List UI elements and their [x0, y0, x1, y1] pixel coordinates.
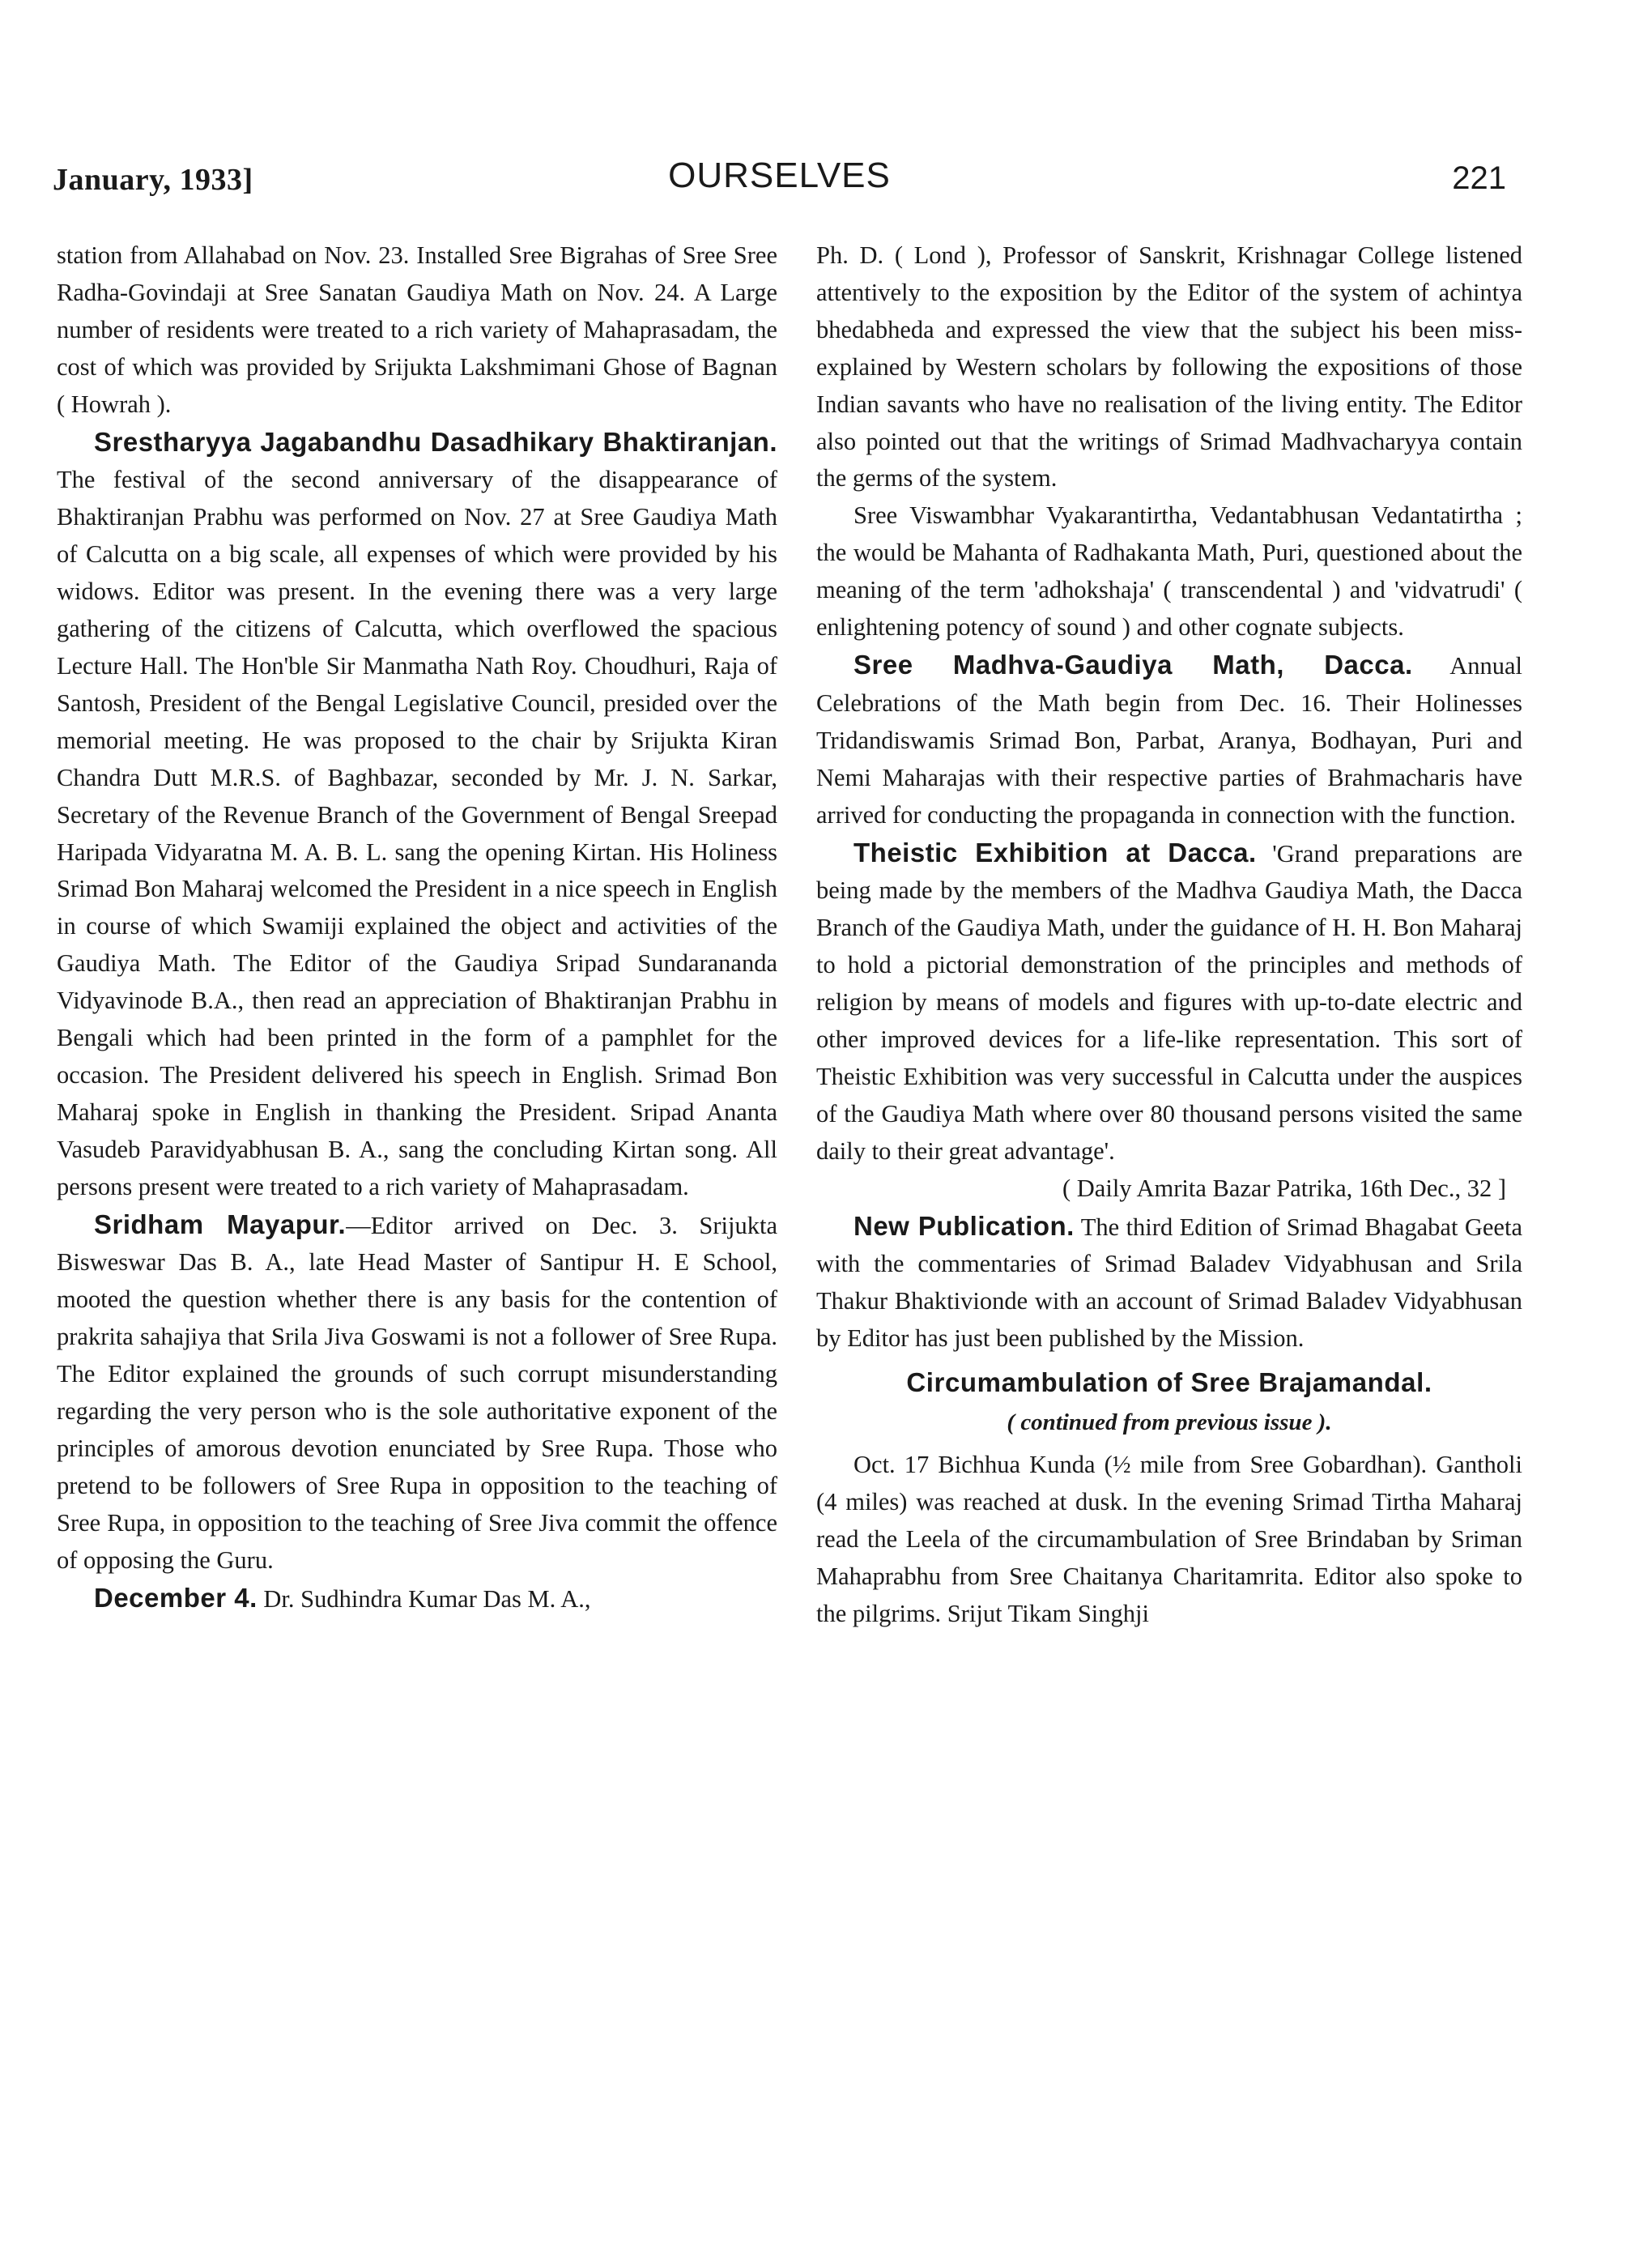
- paragraph-heading: New Publication.: [853, 1210, 1075, 1241]
- paragraph-heading: Theistic Exhibition at Dacca.: [853, 837, 1257, 868]
- paragraph-heading: December 4.: [94, 1582, 258, 1613]
- paragraph-heading: Srestharyya Jagabandhu Dasadhikary Bhaktiranjan.: [94, 426, 777, 457]
- paragraph: [57, 1580, 777, 1618]
- paragraph-body: 'Grand preparations are being made by the members of the Madhva Gaudiya Math, the Dacca Branch of the Gaudiya Math, under the guidance of H. H. Bon Maharaj to hold a pictorial demonstration of the principles and methods of religion by means of models and figures with up-to-date electric and other improved devices for a life-like representation. This sort of Theistic Exhibition was very successful in Calcutta under the auspices of the Gaudiya Math where over 80 thousand persons visited the same daily to their great advantage'.: [816, 839, 1522, 1165]
- paragraph: Ph. D. ( Lond ), Professor of Sanskrit, Krishnagar College listened attentively to the exposition by the Editor of the system of achintya bhedabheda and expressed the view that the subject his been miss-explained by Western scholars by following the expositions of those Indian savants who have no realisation of the living entity. The Editor also pointed out that the writings of Srimad Madhvacharyya contain the germs of the system.: [816, 241, 1522, 492]
- paragraph-body: The festival of the second anniversary of the disappearance of Bhaktiranjan Prabhu was performed on Nov. 27 at Sree Gaudiya Math of Calcutta on a big scale, all expenses of which were provided by his widows. Editor was present. In the evening there was a very large gathering of the citizens of Calcutta, which overflowed the spacious Lecture Hall. The Hon'ble Sir Manmatha Nath Roy. Choudhuri, Raja of Santosh, President of the Bengal Legislative Council, presided over the memorial meeting. He was proposed to the chair by Srijukta Kiran Chandra Dutt M.R.S. of Baghbazar, seconded by Mr. J. N. Sarkar, Secretary of the Revenue Branch of the Government of Bengal Sreepad Haripada Vidyaratna M. A. B. L. sang the opening Kirtan. His Holiness Srimad Bon Maharaj welcomed the President in a nice speech in English in course of which Swamiji explained the object and activities of the Gaudiya Math. The Editor of the Gaudiya Sripad Sundarananda Vidyavinode B.A., then read an appreciation of Bhaktiranjan Prabhu in Bengali which had been printed in the form of a pamphlet for the occasion. The President delivered his speech in English. Srimad Bon Maharaj spoke in English in thanking the President. Sripad Ananta Vasudeb Paravidyabhusan B. A., sang the concluding Kirtan song. All persons present were treated to a rich variety of Mahaprasadam.: [57, 466, 777, 1200]
- paragraph: station from Allahabad on Nov. 23. Installed Sree Bigrahas of Sree Sree Radha-Govindaji at Sree Sanatan Gaudiya Math on Nov. 24. A Large number of residents were treated to a rich variety of Mahaprasadam, the cost of which was provided by Srijukta Lakshmimani Ghose of Bagnan ( Howrah ).: [57, 241, 777, 418]
- paragraph-body: Annual Celebrations of the Math begin from Dec. 16. Their Holinesses Tridandiswamis Srimad Bon, Parbat, Aranya, Bodhayan, Puri and Nemi Maharajas with their respective parties of Brahmacharis have arrived for conducting the propaganda in connection with the function.: [816, 651, 1522, 829]
- paragraph: Oct. 17 Bichhua Kunda (½ mile from Sree Gobardhan). Gantholi (4 miles) was reached at dusk. In the evening Srimad Tirtha Maharaj read the Leela of the circumambulation of Sree Brindaban by Sriman Mahaprabhu from Sree Chaitanya Charitamrita. Editor also spoke to the pilgrims. Srijut Tikam Singhji: [816, 1451, 1522, 1627]
- left-column: [57, 237, 777, 1618]
- paragraph-body: —Editor arrived on Dec. 3. Srijukta Bisweswar Das B. A., late Head Master of Santipur H. E School, mooted the question whether there is any basis for the contention of prakrita sahajiya that Srila Jiva Goswami is not a follower of Sree Rupa. The Editor explained the grounds of such corrupt misunderstanding regarding the very person who is the sole authoritative exponent of the principles of amorous devotion enunciated by Sree Rupa. Those who pretend to be followers of Sree Rupa in opposition to the teaching of Sree Rupa, in opposition to the teaching of Sree Jiva commit the offence of opposing the Guru.: [57, 1211, 777, 1574]
- paragraph: [816, 834, 1522, 1170]
- paragraph: [816, 1208, 1522, 1358]
- paragraph-body: Dr. Sudhindra Kumar Das M. A.,: [263, 1584, 591, 1613]
- citation: ( Daily Amrita Bazar Patrika, 16th Dec., 32 ]: [1062, 1174, 1506, 1202]
- paragraph: Sree Viswambhar Vyakarantirtha, Vedantabhusan Vedantatirtha ; the would be Mahanta of Radhakanta Math, Puri, questioned about the meaning of the term 'adhokshaja' ( transcendental ) and 'vidvatrudi' ( enlightening potency of sound ) and other cognate subjects.: [816, 501, 1522, 642]
- section-title: Circumambulation of Sree Brajamandal.: [906, 1367, 1432, 1398]
- page-number: 221: [1452, 160, 1506, 196]
- paragraph-heading: Sree Madhva-Gaudiya Math, Dacca.: [853, 649, 1413, 680]
- paragraph: [57, 424, 777, 1206]
- section-subtitle: ( continued from previous issue ).: [1007, 1409, 1332, 1436]
- right-column: [816, 237, 1522, 1633]
- paragraph-body: The third Edition of Srimad Bhagabat Geeta with the commentaries of Srimad Baladev Vidyabhusan and Srila Thakur Bhaktivionde with an account of Srimad Baladev Vidyabhusan by Editor has just been published by the Mission.: [816, 1213, 1522, 1353]
- paragraph: [816, 646, 1522, 834]
- paragraph-heading: Sridham Mayapur.: [94, 1209, 347, 1239]
- section-name: OURSELVES: [668, 156, 891, 195]
- running-header: [53, 156, 1506, 204]
- paragraph: [57, 1206, 777, 1580]
- issue-date: January, 1933]: [53, 163, 253, 197]
